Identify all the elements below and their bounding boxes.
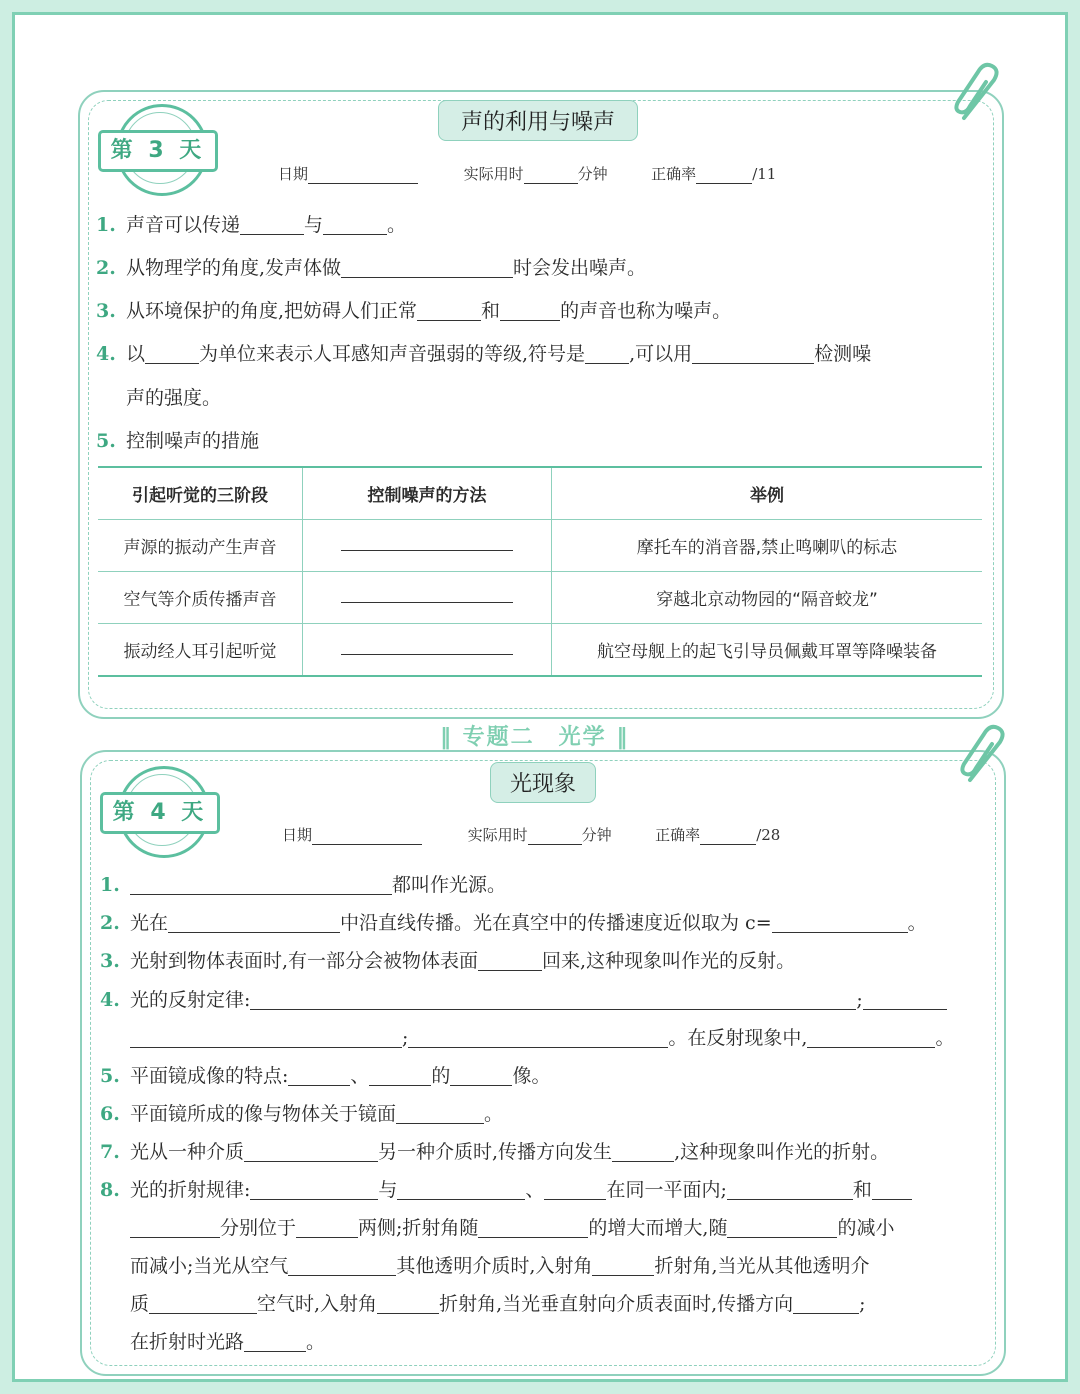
answer-blank[interactable] (544, 1179, 606, 1200)
time-field[interactable] (528, 828, 582, 845)
answer-blank[interactable] (500, 300, 560, 321)
answer-blank[interactable] (369, 1065, 431, 1086)
day3-badge (98, 104, 218, 204)
minutes-label: 分钟 (581, 826, 612, 844)
answer-blank[interactable] (408, 1027, 668, 1048)
day4-question-8-line3: 而减小;当光从空气 其他透明介质时,入射角 折射角,当光从其他透明介 (130, 1255, 870, 1277)
day4-question-6: 6. 平面镜所成的像与物体关于镜面 。 (100, 1103, 504, 1125)
paperclip-icon (956, 724, 1010, 786)
day3-question-4: 4. 以 为单位来表示人耳感知声音强弱的等级,符号是 ,可以用 检测噪 (96, 343, 872, 365)
day3-question-1: 1. 声音可以传递 与 。 (96, 214, 407, 236)
table-header: 控制噪声的方法 (303, 467, 552, 520)
answer-blank[interactable] (863, 989, 947, 1010)
day4-title: 光现象 (490, 762, 596, 803)
day4-meta (282, 824, 780, 845)
answer-blank[interactable] (807, 1027, 935, 1048)
answer-blank[interactable] (478, 950, 542, 971)
time-field[interactable] (524, 167, 578, 184)
day4-question-2: 2. 光在 中沿直线传播。光在真空中的传播速度近似取为 c= 。 (100, 912, 927, 934)
answer-blank[interactable] (341, 536, 513, 551)
day3-badge-label: 第 3 天 (98, 130, 218, 172)
day4-question-4-cont: ; 。在反射现象中, 。 (130, 1023, 954, 1050)
date-field[interactable] (312, 828, 422, 845)
noise-control-table (98, 466, 982, 677)
paperclip-icon (950, 62, 1004, 124)
answer-blank[interactable] (149, 1293, 257, 1314)
answer-blank[interactable] (240, 214, 304, 235)
accuracy-total: /28 (756, 826, 781, 844)
day4-question-8-line2: 分别位于 两侧;折射角随 的增大而增大,随 的减小 (130, 1213, 894, 1240)
day3-question-2: 2. 从物理学的角度,发声体做 时会发出噪声。 (96, 257, 647, 279)
answer-blank[interactable] (341, 640, 513, 655)
table-header: 引起听觉的三阶段 (98, 467, 303, 520)
time-label: 实际用时 (467, 826, 528, 844)
day4-question-8-line5: 在折射时光路 。 (130, 1331, 326, 1353)
day4-question-5: 5. 平面镜成像的特点: 、 的 像。 (100, 1065, 551, 1087)
day4-badge-label: 第 4 天 (100, 792, 220, 834)
answer-blank[interactable] (397, 1179, 525, 1200)
day4-question-7: 7. 光从一种介质 另一种介质时,传播方向发生 ,这种现象叫作光的折射。 (100, 1141, 890, 1163)
answer-blank[interactable] (585, 343, 629, 364)
minutes-label: 分钟 (577, 165, 608, 183)
answer-blank[interactable] (323, 214, 387, 235)
accuracy-field[interactable] (696, 167, 752, 184)
day3-question-5: 5. 控制噪声的措施 (96, 430, 260, 452)
day4-question-1: 1. 都叫作光源。 (100, 874, 507, 896)
day3-title: 声的利用与噪声 (438, 100, 638, 141)
day4-question-3: 3. 光射到物体表面时,有一部分会被物体表面 回来,这种现象叫作光的反射。 (100, 950, 796, 972)
table-row: 振动经人耳引起听觉 航空母舰上的起飞引导员佩戴耳罩等降噪装备 (98, 624, 982, 677)
answer-blank[interactable] (288, 1255, 396, 1276)
date-label: 日期 (278, 165, 309, 183)
date-field[interactable] (308, 167, 418, 184)
answer-blank[interactable] (341, 257, 513, 278)
answer-blank[interactable] (341, 588, 513, 603)
day4-question-8-line4: 质 空气时,入射角 折射角,当光垂直射向介质表面时,传播方向 ; (130, 1293, 866, 1315)
topic-heading: ‖ 专题二 光学 ‖ (440, 725, 630, 750)
answer-blank[interactable] (145, 343, 199, 364)
answer-blank[interactable] (772, 912, 908, 933)
time-label: 实际用时 (463, 165, 524, 183)
answer-blank[interactable] (592, 1255, 654, 1276)
answer-blank[interactable] (377, 1293, 439, 1314)
accuracy-label: 正确率 (655, 826, 701, 844)
day4-badge (100, 766, 220, 866)
answer-blank[interactable] (296, 1217, 358, 1238)
day4-question-4: 4. 光的反射定律: ; (100, 985, 947, 1012)
accuracy-field[interactable] (700, 828, 756, 845)
table-header: 举例 (552, 467, 983, 520)
accuracy-label: 正确率 (651, 165, 697, 183)
answer-blank[interactable] (612, 1141, 674, 1162)
answer-blank[interactable] (450, 1065, 512, 1086)
answer-blank[interactable] (727, 1179, 853, 1200)
table-row: 声源的振动产生声音 摩托车的消音器,禁止鸣喇叭的标志 (98, 520, 982, 572)
answer-blank[interactable] (793, 1293, 859, 1314)
answer-blank[interactable] (244, 1331, 306, 1352)
day3-question-3: 3. 从环境保护的角度,把妨碍人们正常 和 的声音也称为噪声。 (96, 300, 732, 322)
answer-blank[interactable] (417, 300, 481, 321)
answer-blank[interactable] (396, 1103, 484, 1124)
answer-blank[interactable] (168, 912, 340, 933)
answer-blank[interactable] (288, 1065, 350, 1086)
answer-blank[interactable] (250, 1179, 378, 1200)
answer-blank[interactable] (130, 1217, 220, 1238)
answer-blank[interactable] (692, 343, 814, 364)
answer-blank[interactable] (727, 1217, 837, 1238)
answer-blank[interactable] (244, 1141, 378, 1162)
day3-question-4-cont: 声的强度。 (126, 387, 222, 409)
answer-blank[interactable] (478, 1217, 588, 1238)
date-label: 日期 (282, 826, 313, 844)
table-row: 空气等介质传播声音 穿越北京动物园的“隔音蛟龙” (98, 572, 982, 624)
answer-blank[interactable] (130, 1027, 402, 1048)
answer-blank[interactable] (130, 874, 392, 895)
answer-blank[interactable] (872, 1179, 912, 1200)
day4-question-8: 8. 光的折射规律: 与 、 在同一平面内; 和 (100, 1175, 912, 1202)
day3-meta (278, 163, 776, 184)
accuracy-total: /11 (752, 165, 777, 183)
answer-blank[interactable] (250, 989, 856, 1010)
